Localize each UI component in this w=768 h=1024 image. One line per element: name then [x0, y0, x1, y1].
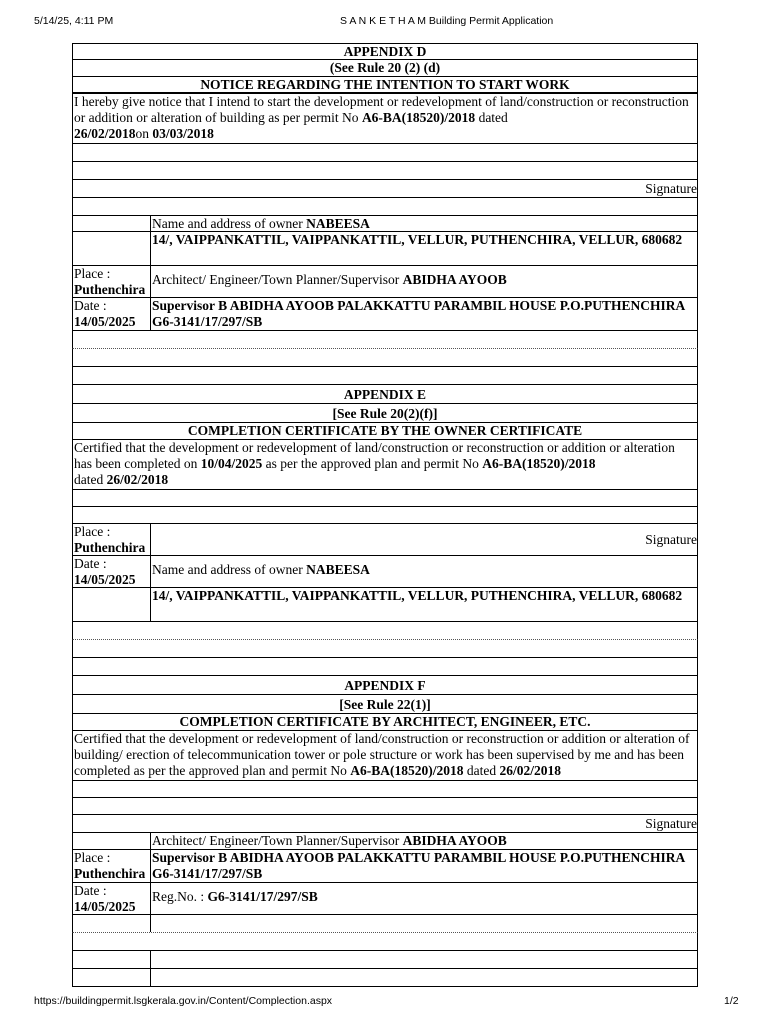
- place-row: [72, 266, 698, 298]
- reg-label: Reg.No. :: [152, 889, 208, 904]
- blank-row: [72, 162, 698, 180]
- appendix-d-notice: [72, 94, 698, 144]
- owner-row: [72, 216, 698, 232]
- blank-row: [72, 367, 698, 385]
- reg-cell: [151, 883, 697, 914]
- blank-row: [72, 781, 698, 798]
- permit-no: A6-BA(18520)/2018: [482, 456, 596, 471]
- owner-cell: [151, 556, 697, 587]
- appendix-f-heading: COMPLETION CERTIFICATE BY ARCHITECT, ENGINEER, ETC.: [72, 714, 698, 731]
- owner-address-row: [72, 232, 698, 266]
- date-value: 14/05/2025: [74, 899, 136, 914]
- place-label: Place :: [74, 850, 111, 865]
- appendix-f-rule: [See Rule 22(1)]: [72, 695, 698, 714]
- blank-row: [72, 349, 698, 367]
- print-title: S A N K E T H A M Building Permit Application: [340, 15, 554, 27]
- date-cell: [73, 556, 151, 587]
- date-label: Date :: [74, 883, 107, 898]
- place-cell: [73, 850, 151, 882]
- date-label: Date :: [74, 298, 107, 313]
- appendix-e-certificate: Certified that the development or redevelopment of land/construction or reconstruction or addition or alteration has been completed on 10/04/2025 as per the approved plan and permit No A6-BA(18520)/2018 dated 26/02/2018: [72, 440, 698, 490]
- place-label: Place :: [74, 266, 111, 281]
- owner-name: NABEESA: [306, 562, 370, 577]
- date-value: 14/05/2025: [74, 314, 136, 329]
- signature-label: Signature: [645, 532, 697, 547]
- appendix-f-certificate: Certified that the development or redevelopment of land/construction or reconstruction or addition or alteration of building/ erection of telecommunication tower or pole structure or work has been supervised by me and has been completed as per the approved plan and permit No A6-BA(18520)/2018 dated 26/02/2018: [72, 731, 698, 781]
- blank-row: [72, 331, 698, 349]
- owner-label: Name and address of owner: [152, 562, 307, 577]
- appendix-e-rule: [See Rule 20(2)(f)]: [72, 404, 698, 423]
- date-label: Date :: [74, 556, 107, 571]
- empty-cell: [73, 915, 151, 932]
- empty-cell: [151, 951, 697, 968]
- blank-row: [72, 198, 698, 216]
- architect-cell: [151, 833, 697, 849]
- blank-row: [72, 490, 698, 507]
- appendix-e-heading: COMPLETION CERTIFICATE BY THE OWNER CERTIFICATE: [72, 423, 698, 440]
- blank-row: [72, 969, 698, 987]
- dated-text: dated: [475, 110, 508, 125]
- owner-address: 14/, VAIPPANKATTIL, VAIPPANKATTIL, VELLUR, PUTHENCHIRA, VELLUR, 680682: [152, 588, 683, 603]
- print-datetime: 5/14/25, 4:11 PM: [34, 15, 114, 27]
- signature-label: Signature: [72, 815, 698, 833]
- blank-row: [72, 507, 698, 524]
- empty-cell: [73, 833, 151, 849]
- date-row: [72, 883, 698, 915]
- blank-row: [72, 622, 698, 640]
- date-cell: [73, 883, 151, 914]
- place-cell: [73, 266, 151, 297]
- appendix-f-title: APPENDIX F: [72, 676, 698, 695]
- appendix-d-rule: (See Rule 20 (2) (d): [72, 60, 698, 77]
- architect-label: Architect/ Engineer/Town Planner/Supervisor: [152, 272, 403, 287]
- place-value: Puthenchira: [74, 540, 146, 555]
- blank-row: [72, 144, 698, 162]
- architect-row: [72, 833, 698, 850]
- blank-row: [72, 951, 698, 969]
- date-cell: [73, 298, 151, 330]
- permit-date: 26/02/2018: [106, 472, 169, 487]
- permit-date: 26/02/2018: [74, 126, 136, 141]
- permit-date: 26/02/2018: [499, 763, 562, 778]
- empty-cell: [73, 588, 151, 621]
- appendix-d-heading: NOTICE REGARDING THE INTENTION TO START WORK: [72, 77, 698, 94]
- blank-row: [72, 798, 698, 815]
- architect-name: ABIDHA AYOOB: [402, 272, 507, 287]
- place-value: Puthenchira: [74, 282, 146, 297]
- owner-address-row: [72, 588, 698, 622]
- empty-cell: [151, 969, 697, 986]
- permit-no: A6-BA(18520)/2018: [361, 110, 476, 125]
- blank-row: [72, 640, 698, 658]
- blank-row: [72, 915, 698, 933]
- appendix-d-title: APPENDIX D: [72, 43, 698, 60]
- owner-cell: [151, 216, 697, 231]
- page-number: 1/2: [724, 995, 739, 1007]
- date-row: [72, 298, 698, 331]
- place-row: [72, 850, 698, 883]
- notice-text: I hereby give notice that I intend to start the development or redevelopment of land/construction or reconstruction or addition or alteration of building as per permit No: [74, 94, 689, 125]
- signature-label: Signature: [72, 180, 698, 198]
- blank-row: [72, 933, 698, 951]
- empty-cell: [73, 951, 151, 968]
- place-label: Place :: [74, 524, 111, 539]
- on-text: on: [135, 126, 153, 141]
- owner-label: Name and address of owner: [152, 216, 307, 231]
- owner-address: 14/, VAIPPANKATTIL, VAIPPANKATTIL, VELLUR, PUTHENCHIRA, VELLUR, 680682: [152, 232, 683, 247]
- architect-label: Architect/ Engineer/Town Planner/Supervisor: [152, 833, 403, 848]
- place-cell: [73, 524, 151, 555]
- place-row: [72, 524, 698, 556]
- blank-row: [72, 658, 698, 676]
- reg-no: G6-3141/17/297/SB: [207, 889, 318, 904]
- date-row: [72, 556, 698, 588]
- architect-name: ABIDHA AYOOB: [402, 833, 507, 848]
- empty-cell: [73, 969, 151, 986]
- completion-date: 10/04/2025: [200, 456, 263, 471]
- empty-cell: [151, 915, 697, 932]
- place-value: Puthenchira: [74, 866, 146, 881]
- permit-document: [72, 43, 698, 987]
- architect-cell: [151, 266, 697, 297]
- permit-no: A6-BA(18520)/2018: [350, 763, 464, 778]
- supervisor-details: Supervisor B ABIDHA AYOOB PALAKKATTU PARAMBIL HOUSE P.O.PUTHENCHIRA G6-3141/17/297/SB: [152, 850, 685, 881]
- appendix-e-title: APPENDIX E: [72, 385, 698, 404]
- empty-cell: [73, 216, 151, 231]
- supervisor-details: Supervisor B ABIDHA AYOOB PALAKKATTU PARAMBIL HOUSE P.O.PUTHENCHIRA G6-3141/17/297/SB: [152, 298, 685, 329]
- owner-name: NABEESA: [306, 216, 370, 231]
- date-value: 14/05/2025: [74, 572, 136, 587]
- print-url[interactable]: https://buildingpermit.lsgkerala.gov.in/Content/Complection.aspx: [34, 995, 333, 1007]
- start-date: 03/03/2018: [152, 126, 214, 141]
- empty-cell: [73, 232, 151, 265]
